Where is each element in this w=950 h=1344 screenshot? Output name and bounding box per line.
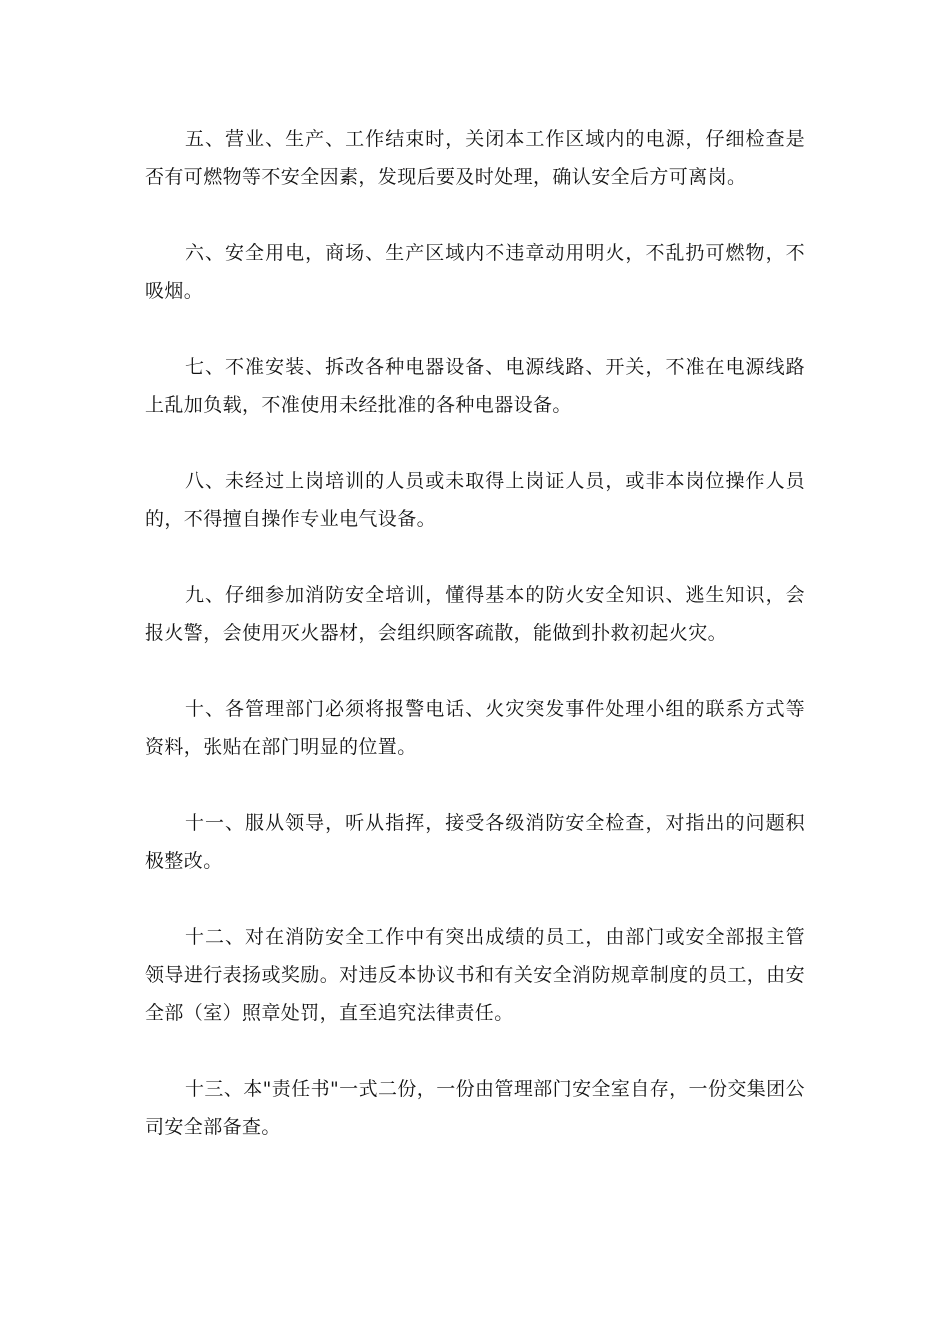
clause-5: 五、营业、生产、工作结束时，关闭本工作区域内的电源，仔细检查是否有可燃物等不安全因素，发现后要及时处理，确认安全后方可离岗。 [145,128,805,188]
clause-6: 六、安全用电，商场、生产区域内不违章动用明火，不乱扔可燃物，不吸烟。 [145,242,805,302]
clause-13: 十三、本"责任书"一式二份，一份由管理部门安全室自存，一份交集团公司安全部备查。 [145,1078,805,1138]
clause-10: 十、各管理部门必须将报警电话、火灾突发事件处理小组的联系方式等资料，张贴在部门明显的位置。 [145,698,805,758]
clause-8: 八、未经过上岗培训的人员或未取得上岗证人员，或非本岗位操作人员的，不得擅自操作专业电气设备。 [145,470,805,530]
clause-11: 十一、服从领导，听从指挥，接受各级消防安全检查，对指出的问题积极整改。 [145,812,805,872]
clause-7: 七、不准安装、拆改各种电器设备、电源线路、开关，不准在电源线路上乱加负载，不准使用未经批准的各种电器设备。 [145,356,805,416]
document-body [145,120,805,1184]
clause-9: 九、仔细参加消防安全培训，懂得基本的防火安全知识、逃生知识，会报火警，会使用灭火器材，会组织顾客疏散，能做到扑救初起火灾。 [145,584,805,644]
clause-12: 十二、对在消防安全工作中有突出成绩的员工，由部门或安全部报主管领导进行表扬或奖励。对违反本协议书和有关安全消防规章制度的员工，由安全部（室）照章处罚，直至追究法律责任。 [145,926,805,1024]
